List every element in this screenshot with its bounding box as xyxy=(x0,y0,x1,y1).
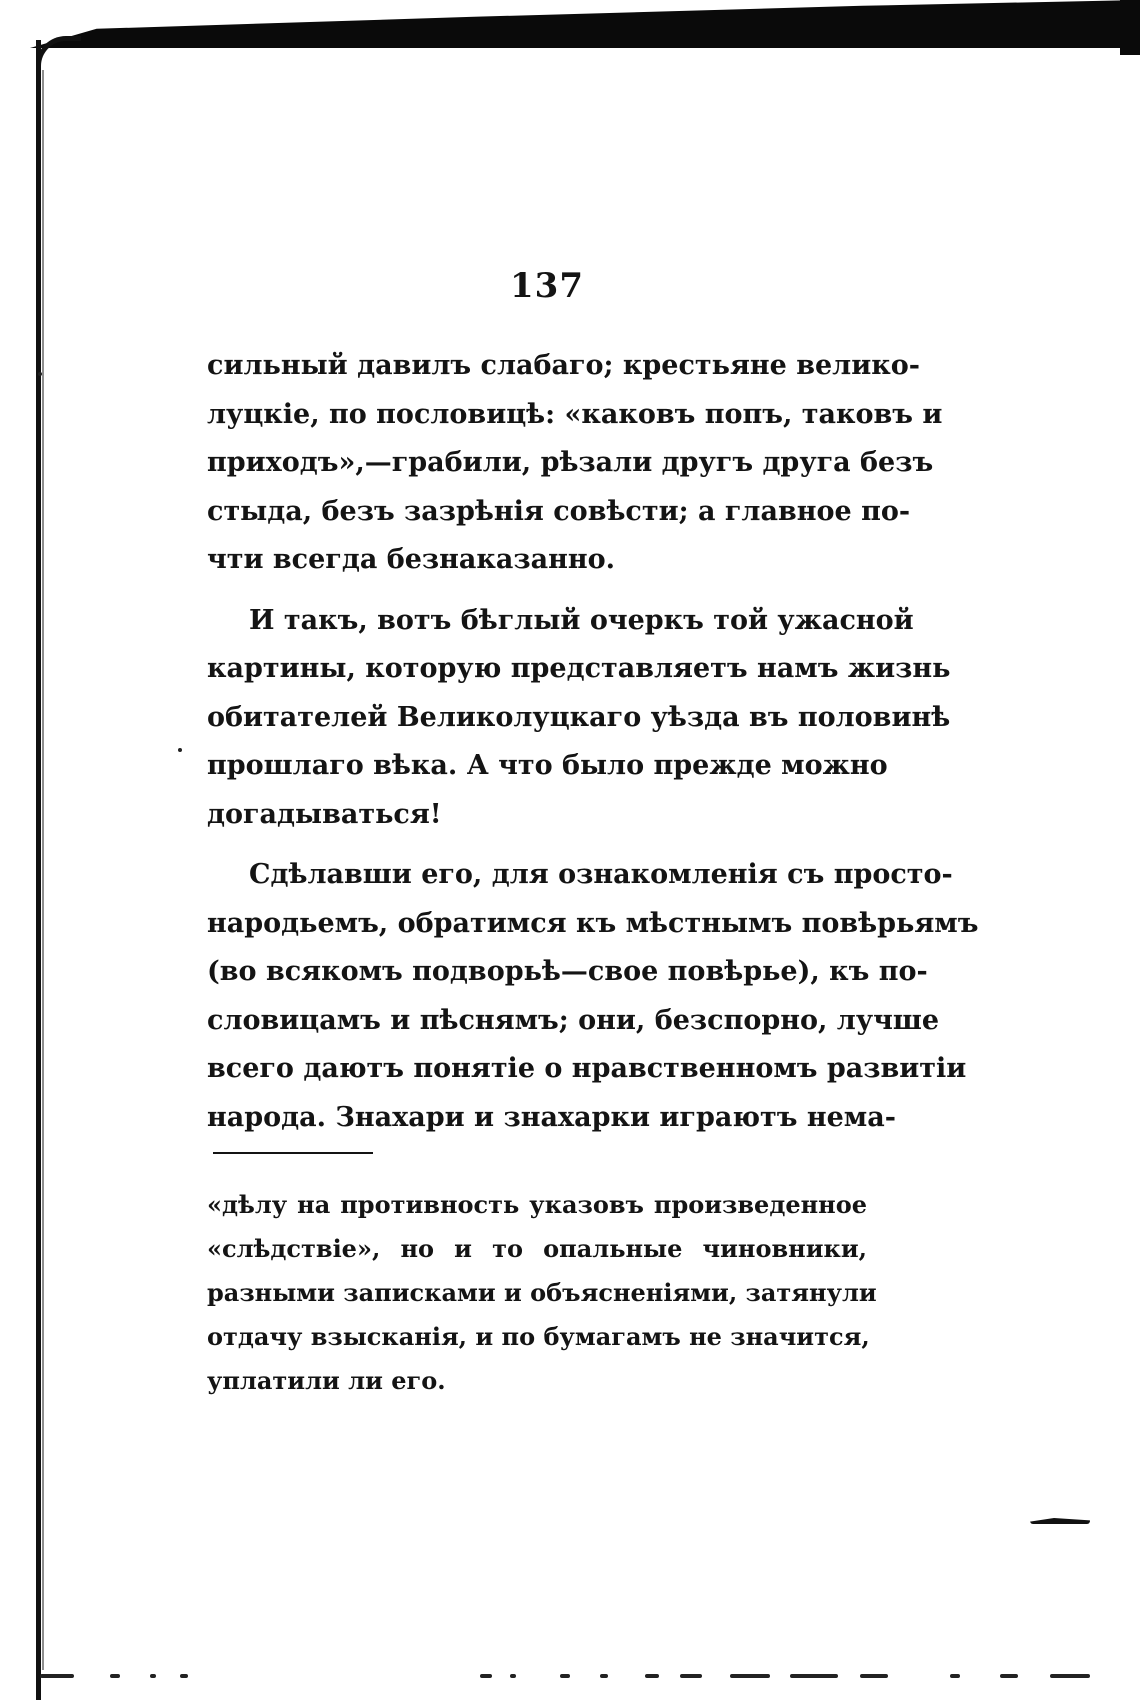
text-line: сильный давилъ слабаго; крестьяне велико- xyxy=(207,350,920,381)
footnote xyxy=(207,1183,877,1403)
text-line: И такъ, вотъ бѣглый очеркъ той ужасной xyxy=(249,604,914,636)
scan-border-left xyxy=(36,40,41,1700)
paragraph xyxy=(207,597,951,840)
text-line: стыда, безъ зазрѣнія совѣсти; а главное по- xyxy=(207,495,911,527)
footnote-separator xyxy=(213,1152,373,1154)
scan-border-top-right xyxy=(1120,0,1140,55)
text-line: приходъ»,—грабили, рѣзали другъ друга безъ xyxy=(207,447,934,478)
scan-speck xyxy=(38,372,42,376)
footnote-line: разными записками и объясненіями, затянули xyxy=(207,1278,877,1307)
text-line: (во всякомъ подворьѣ—свое повѣрье), къ по- xyxy=(207,956,928,987)
text-line: народьемъ, обратимся къ мѣстнымъ повѣрьямъ xyxy=(207,907,979,939)
text-line: Сдѣлавши его, для ознакомленія съ просто- xyxy=(249,859,953,890)
paragraph xyxy=(207,342,943,585)
text-line: обитателей Великолуцкаго уѣзда въ половинѣ xyxy=(207,701,951,733)
body-text xyxy=(207,342,979,1142)
text-line: словицамъ и пѣснямъ; они, безспорно, лучше xyxy=(207,1004,940,1036)
text-line: картины, которую представляетъ намъ жизнь xyxy=(207,653,951,684)
footnote-line: «дѣлу на противность указовъ произведенное xyxy=(207,1190,867,1219)
page-number: 137 xyxy=(510,266,584,306)
scan-border-bottom-noise xyxy=(40,1668,1120,1688)
text-line: народа. Знахари и знахарки играютъ нема- xyxy=(207,1101,896,1133)
footnote-line: отдачу взысканія, и по бумагамъ не значится, xyxy=(207,1322,870,1351)
scan-border-left-shadow xyxy=(42,70,44,1670)
footnote-line: уплатили ли его. xyxy=(207,1366,446,1395)
scan-smudge-right xyxy=(1030,1518,1090,1524)
scan-speck xyxy=(178,748,182,752)
text-line: догадываться! xyxy=(207,798,442,830)
footnote-line: «слѣдствіе», но и то опальные чиновники, xyxy=(207,1234,867,1263)
text-line: чти всегда безнаказанно. xyxy=(207,544,616,575)
text-line: прошлаго вѣка. А что было прежде можно xyxy=(207,750,888,781)
scan-border-top xyxy=(30,0,1140,48)
text-line: всего даютъ понятіе о нравственномъ развитіи xyxy=(207,1053,967,1084)
paragraph xyxy=(207,851,979,1142)
text-line: луцкіе, по пословицѣ: «каковъ попъ, таковъ и xyxy=(207,398,943,430)
